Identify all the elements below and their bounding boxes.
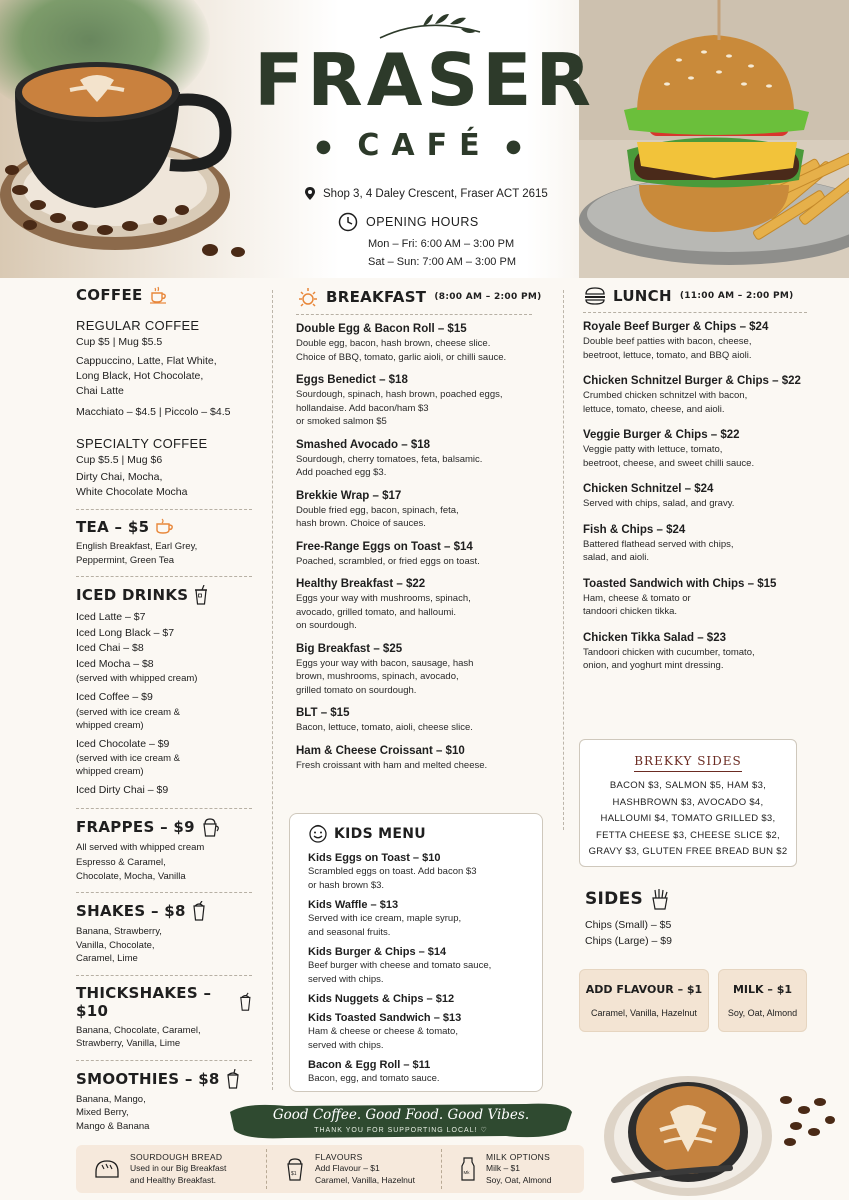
specialty-coffee-price: Cup $5.5 | Mug $6: [76, 454, 163, 466]
footer-flavours-line: Add Flavour – $1: [315, 1163, 380, 1173]
column-divider: [563, 290, 564, 830]
breakfast-item-description: Sourdough, spinach, hash brown, poached eggs, hollandaise. Add bacon/ham $3 or smoked salmon $5: [296, 389, 503, 427]
brekky-sides-title: BREKKY SIDES: [634, 754, 742, 772]
clock-icon: [338, 212, 358, 232]
tea-heading: [76, 518, 252, 536]
hours-weekend: Sat – Sun: 7:00 AM – 3:00 PM: [368, 256, 516, 268]
location-pin-icon: [305, 187, 315, 200]
iced-drink-item: Iced Latte – $7: [76, 611, 146, 623]
regular-coffee-title: REGULAR COFFEE: [76, 318, 200, 333]
tea-heading-text: TEA – $5: [76, 518, 150, 536]
iced-drink-item: Iced Chocolate – $9: [76, 737, 170, 750]
breakfast-item-description: Double egg, bacon, hash brown, cheese slice. Choice of BBQ, tomato, garlic aioli, or chilli sauce.: [296, 338, 507, 363]
frappes-heading-text: FRAPPES – $9: [76, 817, 195, 836]
svg-text:Mk: Mk: [463, 1170, 470, 1175]
breakfast-column: [296, 286, 546, 772]
lunch-item-title: Chicken Tikka Salad – $23: [583, 631, 726, 644]
footer-flavours: [266, 1149, 441, 1189]
kids-item-title: Kids Waffle – $13: [308, 899, 399, 911]
column-divider: [272, 290, 273, 1090]
breakfast-item-description: Sourdough, cherry tomatoes, feta, balsamic. Add poached egg $3.: [296, 453, 483, 478]
sides-heading-text: SIDES: [585, 889, 644, 909]
bullet-dot-icon: ●: [505, 136, 534, 157]
shakes-line: Vanilla, Chocolate,: [76, 939, 155, 951]
breakfast-item-description: Double fried egg, bacon, spinach, feta, hash brown. Choice of sauces.: [296, 504, 459, 529]
regular-coffee-line: Long Black, Hot Chocolate,: [76, 370, 204, 382]
tea-line: English Breakfast, Earl Grey,: [76, 541, 198, 552]
cafe-name: FRASER: [254, 38, 595, 122]
breakfast-item-title: Eggs Benedict – $18: [296, 374, 408, 386]
coffee-heading: [76, 286, 252, 304]
regular-coffee-line: Cappuccino, Latte, Flat White,: [76, 355, 217, 367]
thickshakes-heading-text: THICKSHAKES – $10: [76, 983, 212, 1020]
add-flavour-options: Caramel, Vanilla, Hazelnut: [591, 1008, 697, 1018]
smoothies-line: Mixed Berry,: [76, 1107, 129, 1118]
section-divider: [76, 975, 252, 976]
shakes-heading: [76, 901, 252, 921]
sun-icon: [296, 286, 320, 308]
thickshake-glass-icon: [239, 992, 252, 1012]
sides-item: Chips (Large) – $9: [585, 935, 672, 947]
frappes-heading: [76, 817, 252, 837]
brekky-sides-list: [580, 778, 796, 861]
thank-you-text: THANK YOU FOR SUPPORTING LOCAL! ♡: [314, 1127, 488, 1134]
milk-box: [718, 969, 807, 1032]
lunch-item-description: Battered flathead served with chips, salad, and aioli.: [583, 538, 734, 563]
kids-item-title: Bacon & Egg Roll – $11: [308, 1059, 431, 1071]
kids-item-title: Kids Toasted Sandwich – $13: [308, 1012, 462, 1024]
section-divider: [76, 1060, 252, 1061]
footer-info-bar: [76, 1145, 584, 1193]
header: [0, 0, 849, 278]
lunch-item-description: Served with chips, salad, and gravy.: [583, 498, 735, 509]
shake-glass-icon: [192, 901, 206, 921]
burger-icon: [583, 286, 607, 306]
iced-cup-icon: [194, 585, 208, 605]
brekky-sides-line: HALLOUMI $4, TOMATO GRILLED $3,: [600, 813, 776, 824]
regular-coffee-price: Cup $5 | Mug $5.5: [76, 336, 163, 348]
milk-bottle-icon: [460, 1157, 476, 1181]
breakfast-heading: [296, 286, 546, 308]
footer-sourdough-title: SOURDOUGH BREAD: [130, 1152, 223, 1162]
brekky-sides-line: BACON $3, SALMON $5, HAM $3,: [609, 780, 767, 791]
lunch-item-title: Chicken Schnitzel – $24: [583, 483, 714, 495]
brekky-sides-line: HASHBROWN $3, AVOCADO $4,: [612, 796, 764, 808]
iced-drink-item: Iced Chai – $8: [76, 642, 144, 654]
thickshakes-line: Banana, Chocolate, Caramel,: [76, 1024, 201, 1036]
kids-menu-heading: [308, 824, 524, 844]
cafe-subtitle: [250, 128, 599, 163]
lunch-item-description: Ham, cheese & tomato or tandoori chicken tikka.: [583, 592, 691, 617]
sides-heading: [585, 888, 785, 910]
footer-sourdough-line: Used in our Big Breakfast: [130, 1163, 227, 1173]
breakfast-item-title: Brekkie Wrap – $17: [296, 489, 402, 502]
frappes-line: Espresso & Caramel,: [76, 857, 166, 868]
cafe-subtitle-text: CAFÉ: [357, 128, 492, 163]
smoothies-line: Banana, Mango,: [76, 1093, 146, 1105]
iced-drinks-heading-text: ICED DRINKS: [76, 586, 189, 604]
breakfast-item-title: Ham & Cheese Croissant – $10: [296, 744, 465, 757]
breakfast-hours: (8:00 AM – 2:00 PM): [434, 292, 542, 302]
breakfast-item-title: Smashed Avocado – $18: [296, 438, 431, 451]
smoothies-heading-text: SMOOTHIES – $8: [76, 1069, 220, 1088]
iced-drink-note: (served with ice cream & whipped cream): [76, 753, 181, 777]
thickshakes-heading: [76, 984, 252, 1020]
breakfast-item-title: Healthy Breakfast – $22: [296, 578, 426, 590]
milk-options: Soy, Oat, Almond: [727, 1008, 798, 1018]
breakfast-item-description: Eggs your way with mushrooms, spinach, avocado, grilled tomato, and halloumi. on sourdough.: [296, 593, 471, 631]
lunch-item-title: Toasted Sandwich with Chips – $15: [583, 577, 777, 590]
coffee-cup-image: [0, 40, 250, 278]
add-flavour-box: [579, 969, 709, 1032]
footer-milk: [441, 1149, 584, 1189]
breakfast-item-description: Fresh croissant with ham and melted cheese.: [296, 759, 488, 771]
breakfast-item-title: Free-Range Eggs on Toast – $14: [296, 540, 473, 553]
breakfast-item-description: Poached, scrambled, or fried eggs on toast.: [296, 555, 480, 567]
section-divider: [76, 808, 252, 809]
thickshakes-line: Strawberry, Vanilla, Lime: [76, 1038, 181, 1049]
coffee-cup-icon: [149, 286, 169, 304]
breakfast-list: [296, 323, 546, 772]
regular-coffee-line: Chai Latte: [76, 385, 124, 397]
iced-drink-item: Iced Mocha – $8: [76, 657, 154, 670]
drinks-column: [76, 286, 252, 1133]
fries-icon: [649, 888, 671, 910]
footer-sourdough-line: and Healthy Breakfast.: [130, 1175, 216, 1185]
breakfast-item-description: Bacon, lettuce, tomato, aioli, cheese slice.: [296, 722, 473, 733]
lunch-item-description: Crumbed chicken schnitzel with bacon, lettuce, tomato, cheese, and aioli.: [583, 390, 748, 415]
section-divider: [583, 312, 807, 313]
milk-title: MILK – $1: [732, 983, 793, 996]
tagline-text: Good Coffee. Good Food. Good Vibes.: [272, 1107, 530, 1123]
tea-line: Peppermint, Green Tea: [76, 554, 175, 566]
opening-hours-title: [338, 212, 516, 232]
sides-section: [585, 888, 785, 949]
breakfast-item-title: Big Breakfast – $25: [296, 642, 403, 655]
lunch-item-title: Chicken Schnitzel Burger & Chips – $22: [583, 375, 801, 387]
smoothies-heading: [76, 1069, 252, 1089]
frappe-cup-icon: [201, 817, 221, 837]
lunch-column: [583, 286, 813, 673]
iced-drink-item: Iced Long Black – $7: [76, 626, 175, 639]
coffee-heading-text: COFFEE: [76, 286, 143, 304]
section-divider: [296, 314, 532, 315]
add-flavour-title: ADD FLAVOUR – $1: [585, 983, 703, 996]
footer-sourdough: [76, 1149, 266, 1189]
smoothies-line: Mango & Banana: [76, 1120, 150, 1132]
kids-item-title: Kids Eggs on Toast – $10: [308, 852, 441, 864]
sides-item: Chips (Small) – $5: [585, 919, 672, 931]
breakfast-heading-text: BREAKFAST: [326, 288, 427, 306]
iced-drink-note: (served with whipped cream): [76, 673, 198, 684]
kids-item-title: Kids Burger & Chips – $14: [308, 946, 447, 958]
breakfast-item-title: BLT – $15: [296, 707, 350, 719]
kids-item-description: Served with ice cream, maple syrup, and seasonal fruits.: [308, 913, 462, 938]
specialty-coffee-title: SPECIALTY COFFEE: [76, 436, 208, 451]
shakes-line: Caramel, Lime: [76, 953, 138, 964]
iced-drinks-heading: [76, 585, 252, 605]
opening-hours: [338, 212, 516, 268]
lunch-heading-text: LUNCH: [613, 287, 672, 305]
breakfast-item-description: Eggs your way with bacon, sausage, hash brown, mushrooms, spinach, avocado, grilled tomato on sourdough.: [296, 657, 474, 696]
iced-drinks-list: [76, 610, 252, 799]
breakfast-item-title: Double Egg & Bacon Roll – $15: [296, 323, 467, 335]
lunch-item-description: Veggie patty with lettuce, tomato, beetroot, cheese, and sweet chilli sauce.: [583, 444, 755, 469]
kids-item-description: Scrambled eggs on toast. Add bacon $3 or hash brown $3.: [308, 866, 477, 891]
kids-menu-heading-text: KIDS MENU: [334, 826, 426, 842]
address: [305, 187, 548, 200]
lunch-list: [583, 321, 813, 673]
footer-milk-line: Milk – $1: [486, 1163, 521, 1173]
section-divider: [76, 892, 252, 893]
specialty-coffee-line: Dirty Chai, Mocha,: [76, 471, 163, 483]
latte-art-image: [600, 1040, 849, 1200]
frappes-line: Chocolate, Mocha, Vanilla: [76, 870, 186, 882]
burger-and-chips-image: [579, 0, 849, 278]
teacup-icon: [155, 518, 175, 536]
iced-drink-item: Iced Dirty Chai – $9: [76, 784, 169, 796]
hours-weekday: Mon – Fri: 6:00 AM – 3:00 PM: [368, 238, 515, 250]
macchiato-piccolo-price: Macchiato – $4.5 | Piccolo – $4.5: [76, 406, 231, 418]
iced-drink-note: (served with ice cream & whipped cream): [76, 706, 181, 731]
tagline-banner: [226, 1100, 576, 1140]
brekky-sides-line: GRAVY $3, GLUTEN FREE BREAD BUN $2: [588, 846, 788, 857]
footer-milk-line: Soy, Oat, Almond: [486, 1175, 552, 1185]
lunch-item-title: Fish & Chips – $24: [583, 523, 686, 536]
specialty-coffee-line: White Chocolate Mocha: [76, 486, 188, 498]
kids-list: [308, 852, 524, 1086]
shakes-line: Banana, Strawberry,: [76, 926, 162, 937]
lunch-item-description: Double beef patties with bacon, cheese, beetroot, lettuce, tomato, and BBQ aioli.: [583, 336, 752, 361]
iced-drink-item: Iced Coffee – $9: [76, 691, 153, 703]
kids-item-title: Kids Nuggets & Chips – $12: [308, 993, 455, 1005]
syrup-cup-icon: [285, 1157, 305, 1181]
footer-flavours-line: Caramel, Vanilla, Hazelnut: [315, 1175, 415, 1185]
frappes-line: All served with whipped cream: [76, 841, 205, 853]
hours-title-text: OPENING HOURS: [366, 215, 479, 229]
lunch-hours: (11:00 AM – 2:00 PM): [679, 291, 794, 301]
svg-text:$1: $1: [291, 1171, 297, 1177]
kids-item-description: Beef burger with cheese and tomato sauce, served with chips.: [308, 960, 492, 985]
lunch-item-description: Tandoori chicken with cucumber, tomato, onion, and yoghurt mint dressing.: [583, 646, 755, 671]
kids-item-description: Ham & cheese or cheese & tomato, served with chips.: [308, 1026, 458, 1051]
footer-flavours-title: FLAVOURS: [315, 1152, 363, 1162]
address-text: Shop 3, 4 Daley Crescent, Fraser ACT 2615: [323, 187, 548, 200]
kids-item-description: Bacon, egg, and tomato sauce.: [308, 1073, 440, 1084]
footer-milk-title: MILK OPTIONS: [486, 1152, 551, 1162]
shakes-heading-text: SHAKES – $8: [76, 902, 186, 920]
brekky-sides-line: FETTA CHEESE $3, CHEESE SLICE $2,: [596, 829, 780, 841]
smoothie-cup-icon: [226, 1069, 240, 1089]
lunch-heading: [583, 286, 813, 306]
lunch-item-title: Royale Beef Burger & Chips – $24: [583, 321, 769, 333]
section-divider: [76, 576, 252, 577]
lunch-item-title: Veggie Burger & Chips – $22: [583, 429, 740, 441]
bullet-dot-icon: ●: [315, 136, 344, 157]
bread-loaf-icon: [94, 1158, 120, 1180]
kids-menu-box: [289, 813, 543, 1092]
section-divider: [76, 509, 252, 510]
brekky-sides-box: [579, 739, 797, 867]
smiley-face-icon: [308, 824, 328, 844]
